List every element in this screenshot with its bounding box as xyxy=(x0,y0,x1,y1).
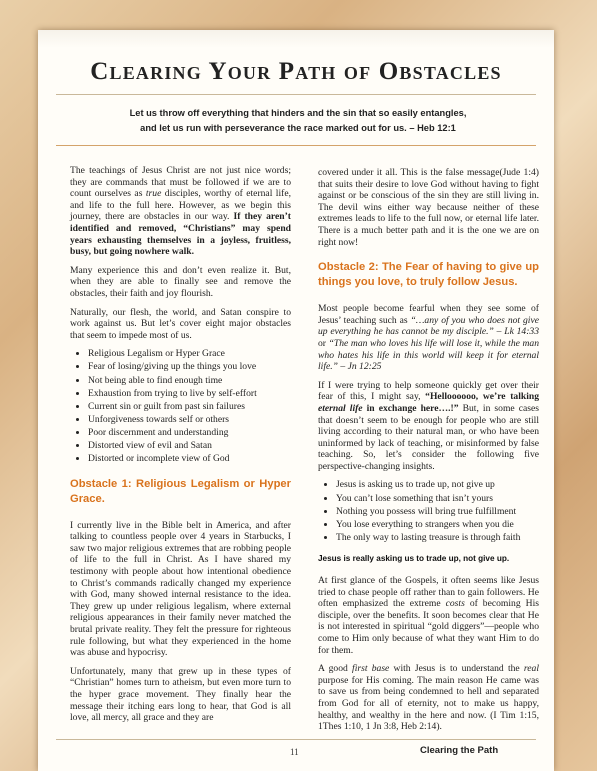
running-title: Clearing the Path xyxy=(420,745,499,756)
page-number: 11 xyxy=(290,747,299,757)
subheading: Jesus is really asking us to trade up, not give up. xyxy=(318,554,510,564)
verse-rule xyxy=(56,145,536,146)
paragraph: I currently live in the Bible belt in America, and after talking to countless people over 4 years in Starbucks, I saw two major religious extremes that are robbing people of life to the full in Christ. As I have shared my testimony with people about how intentional obedience to Christ’s commands radically changed my experience with God, many showed internal resistance to the idea. They grew up under religious legalism, where external religious appearances in their family never matched the brutal private reality. They felt the pressure for righteous rule following, but what they experienced in the home was abuse and hypocrisy. xyxy=(70,519,291,659)
title-rule xyxy=(56,94,536,95)
list-item: • Fear of losing/giving up the things you love xyxy=(88,361,291,373)
list-item: • Distorted view of evil and Satan xyxy=(88,440,291,452)
page-title: Clearing Your Path of Obstacles xyxy=(90,58,502,85)
paragraph: covered under it all. This is the false message(Jude 1:4) that suits their desire to love God without having to fight against or be conscious of the sin they are still living in. The devil wins either way because neither of these extremes leads to life to the full now, or eternal life later. There is a much better path and it is the one we are on right now! xyxy=(318,167,539,248)
list-item: • Exhaustion from trying to live by self-effort xyxy=(88,388,291,400)
paragraph: Many experience this and don’t even realize it. But, when they are able to finally see and remove the obstacles, their faith and joy flourish. xyxy=(70,264,291,299)
paragraph: Naturally, our flesh, the world, and Satan conspire to work against us. But let’s cover eight major obstacles that seem to impede most of us. xyxy=(70,306,291,341)
right-column xyxy=(318,167,539,740)
section-heading-obstacle-2: Obstacle 2: The Fear of having to give up things you love, to truly follow Jesus. xyxy=(318,261,539,289)
list-item: • You lose everything to strangers when you die xyxy=(336,519,539,531)
list-item: • Poor discernment and understanding xyxy=(88,427,291,439)
verse-line-1: Let us throw off everything that hinders and the sin that so easily entangles, xyxy=(129,108,467,118)
list-item: • Jesus is asking us to trade up, not give up xyxy=(336,479,539,491)
intro-paragraph: The teachings of Jesus Christ are not just nice words; they are commands that must be followed if we are to count ourselves as true disciples, worthy of eternal life, and life to the full here. However, as we begin this journey, there are obstacles in our way. If they aren’t identified and removed, “Christians” may spend years exhausting themselves in a joyless, fruitless, busy, but going nowhere walk. xyxy=(70,165,291,258)
left-column xyxy=(70,165,291,731)
list-item: • Nothing you possess will bring true fulfillment xyxy=(336,506,539,518)
scripture-quote xyxy=(84,106,512,136)
paragraph: A good first base with Jesus is to understand the real purpose for His coming. The main reason He came was to save us from being condemned to hell and separated from God for all of eternity, not to make us happy, healthy, and wealthy in the here and now. (I Tim 1:15, 1Thes 1:10, 1 Jn 3:8, Heb 2:14). xyxy=(318,663,540,733)
list-item: • Unforgiveness towards self or others xyxy=(88,414,291,426)
paragraph: Most people become fearful when they see some of Jesus’ teaching such as “…any of you who does not give up everything he has cannot be my disciple.” – Lk 14:33 or “The man who loves his life will lose it, while the man who hates his life in this world will keep it for eternal life.” – Jn 12:25 xyxy=(318,303,539,373)
paragraph: At first glance of the Gospels, it often seems like Jesus tried to chase people off rather than to gain followers. He often emphasized the extreme costs of becoming His disciple, over the benefits. It soon becomes clear that He is not interested in spiritual “gold diggers”—people who come to Him only because of what they want Him to do for them. xyxy=(318,575,539,656)
section-heading-obstacle-1: Obstacle 1: Religious Legalism or Hyper Grace. xyxy=(70,477,291,505)
list-item: • Current sin or guilt from past sin failures xyxy=(88,401,291,413)
verse-line-2: and let us run with perseverance the race marked out for us. – Heb 12:1 xyxy=(140,123,456,133)
paragraph: If I were trying to help someone quickly get over their fear of this, I might say, “Helloooooo, we’re talking eternal life in exchange here….!” But, in some cases that doesn’t seem to be enough for people who are still living according to their natural man, or who have been uninformed by lack of teaching, or misinformed by false teaching. So, let’s consider the following five perspective-changing insights. xyxy=(318,379,539,472)
list-item: • Religious Legalism or Hyper Grace xyxy=(88,348,291,360)
list-item: • Not being able to find enough time xyxy=(88,375,291,387)
list-item: • You can’t lose something that isn’t yours xyxy=(336,493,539,505)
obstacles-list xyxy=(70,348,291,464)
list-item: • The only way to lasting treasure is through faith xyxy=(336,532,539,544)
insights-list xyxy=(318,479,539,543)
footer-rule xyxy=(56,739,536,740)
document-page xyxy=(38,30,554,771)
paragraph: Unfortunately, many that grew up in these types of “Christian” homes turn to atheism, but even more turn to the hyper grace movement. They finally hear the message their itching ears long to hear, that God is all love, all mercy, all grace and they are xyxy=(70,665,291,724)
list-item: • Distorted or incomplete view of God xyxy=(88,453,291,465)
